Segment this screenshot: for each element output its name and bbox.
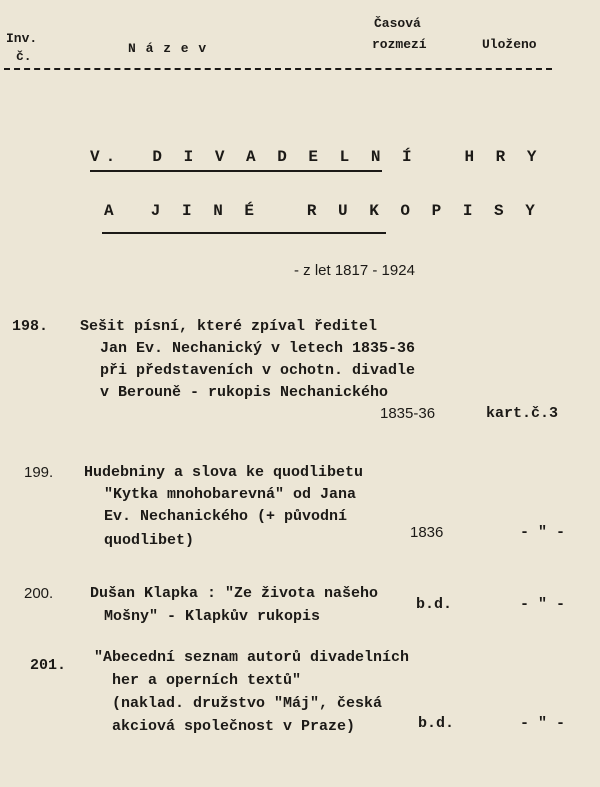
header-stored-label: Uloženo [482,37,537,52]
entry-201-number: 201. [30,657,67,674]
entry-201-title-line-4: akciová společnost v Praze) [112,718,356,735]
entry-199-number: 199. [24,464,54,481]
header-time-range-label-1: Časová [374,16,421,31]
entry-201-title-line-2: her a operních textů" [112,672,302,689]
entry-199-title-line-4: quodlibet) [104,532,195,549]
entry-200-location: - " - [520,596,566,613]
entry-199-title-line-2: "Kytka mnohobarevná" od Jana [104,486,357,503]
entry-201-title-line-3: (naklad. družstvo "Máj", česká [112,695,383,712]
section-title-underline-2 [102,232,386,234]
section-title-underline-1 [90,170,382,172]
entry-199-title-line-3: Ev. Nechanického (+ původní [104,508,348,525]
entry-201-title-line-1: "Abecední seznam autorů divadelních [94,649,410,666]
entry-198-location: kart.č.3 [486,405,559,422]
header-inv-number-label: č. [16,49,32,64]
entry-199-location: - " - [520,524,566,541]
entry-198-date: 1835-36 [380,405,436,422]
entry-199-title-line-1: Hudebniny a slova ke quodlibetu [84,464,364,481]
entry-198-number: 198. [12,318,49,335]
entry-201-location: - " - [520,715,566,732]
header-name-label: N á z e v [128,41,208,56]
entry-199-date: 1836 [410,524,444,541]
entry-200-title-line-2: Mošny" - Klapkův rukopis [104,608,321,625]
entry-198-title-line-3: při představeních v ochotn. divadle [100,362,416,379]
entry-200-date: b.d. [416,596,453,613]
section-title-line-1: V. D I V A D E L N Í H R Y [90,148,543,166]
header-dashed-rule [4,68,552,70]
entry-198-title-line-1: Sešit písní, které zpíval ředitel [80,318,378,335]
header-inv-label: Inv. [6,31,38,46]
entry-200-title-line-1: Dušan Klapka : "Ze života našeho [90,585,379,602]
entry-201-date: b.d. [418,715,455,732]
header-time-range-label-2: rozmezí [372,37,427,52]
section-title-line-2: A J I N É R U K O P I S Y [104,202,541,220]
section-year-range: - z let 1817 - 1924 [294,262,415,279]
entry-198-title-line-2: Jan Ev. Nechanický v letech 1835-36 [100,340,416,357]
entry-200-number: 200. [24,585,54,602]
entry-198-title-line-4: v Berouně - rukopis Nechanického [100,384,389,401]
